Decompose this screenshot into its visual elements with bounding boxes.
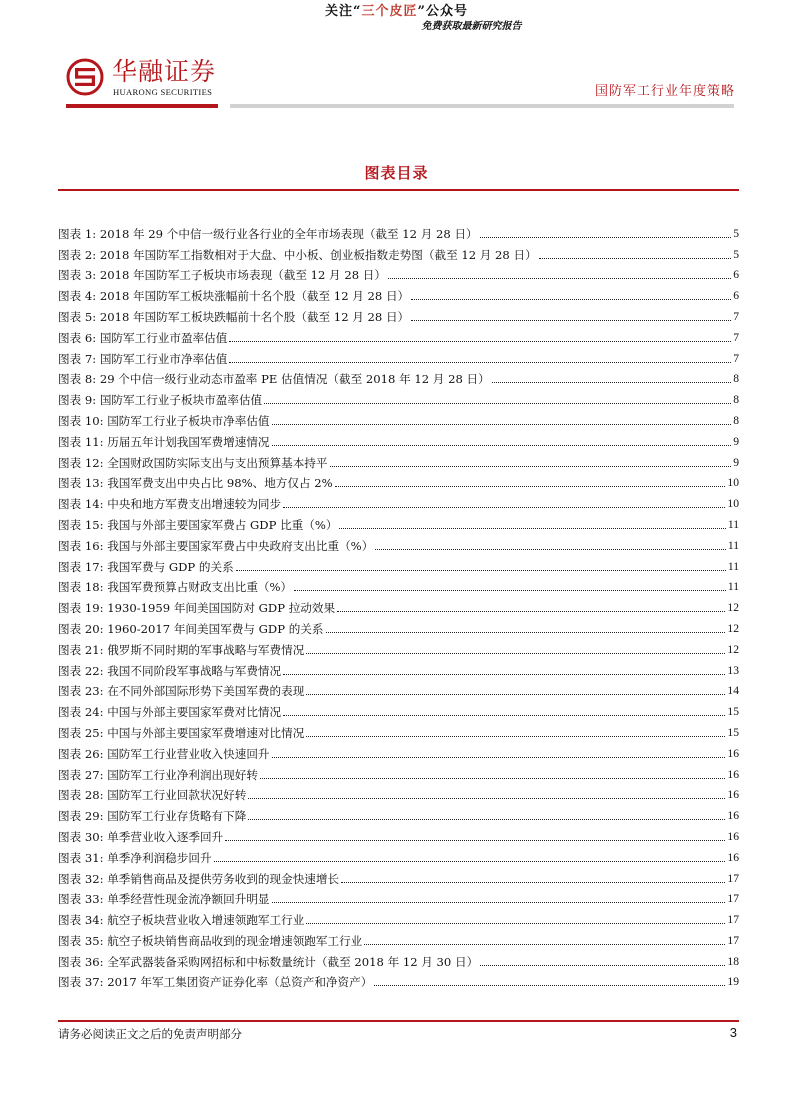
toc-entry[interactable]	[58, 969, 739, 990]
toc-entry-label: 图表 11: 历届五年计划我国军费增速情况	[58, 434, 270, 449]
toc-entry-page: 16	[727, 809, 739, 823]
toc-leader-dots	[480, 965, 725, 966]
toc-entry[interactable]	[58, 927, 739, 948]
toc-entry-page: 16	[727, 788, 739, 802]
toc-entry[interactable]	[58, 574, 739, 595]
toc-leader-dots	[260, 778, 725, 779]
toc-entry[interactable]	[58, 262, 739, 283]
toc-leader-dots	[248, 819, 725, 820]
toc-entry-page: 6	[733, 268, 739, 282]
toc-entry-page: 15	[727, 725, 739, 739]
header-divider-gray	[230, 104, 734, 108]
toc-entry[interactable]	[58, 428, 739, 449]
toc-title-divider	[58, 189, 739, 191]
toc-entry[interactable]	[58, 906, 739, 927]
toc-entry[interactable]	[58, 678, 739, 699]
toc-entry-label: 图表 13: 我国军费支出中央占比 98%、地方仅占 2%	[58, 476, 333, 491]
toc-entry[interactable]	[58, 366, 739, 387]
toc-entry-page: 17	[727, 871, 739, 885]
toc-entry-page: 12	[727, 601, 739, 615]
toc-entry[interactable]	[58, 532, 739, 553]
toc-entry-page: 13	[727, 663, 739, 677]
toc-leader-dots	[335, 486, 726, 487]
toc-leader-dots	[374, 985, 725, 986]
toc-entry[interactable]	[58, 594, 739, 615]
toc-leader-dots	[306, 653, 725, 654]
toc-entry[interactable]	[58, 657, 739, 678]
toc-leader-dots	[364, 944, 725, 945]
toc-leader-dots	[306, 736, 725, 737]
toc-entry[interactable]	[58, 345, 739, 366]
toc-entry-label: 图表 27: 国防军工行业净利润出现好转	[58, 767, 258, 782]
toc-entry[interactable]	[58, 386, 739, 407]
toc-leader-dots	[264, 403, 731, 404]
toc-entry-page: 7	[733, 351, 739, 365]
toc-entry-page: 10	[727, 497, 739, 511]
toc-entry-label: 图表 31: 单季净利润稳步回升	[58, 850, 212, 865]
report-title: 国防军工行业年度策略	[594, 84, 735, 99]
huarong-logo-icon	[66, 58, 104, 96]
toc-entry-label: 图表 35: 航空子板块销售商品收到的现金增速领跑军工行业	[58, 933, 363, 948]
toc-entry-label: 图表 30: 单季营业收入逐季回升	[58, 829, 224, 844]
toc-entry[interactable]	[58, 886, 739, 907]
toc-entry[interactable]	[58, 719, 739, 740]
toc-leader-dots	[341, 882, 725, 883]
toc-entry[interactable]	[58, 761, 739, 782]
footer-divider	[58, 1020, 739, 1022]
logo-name-en: HUARONG SECURITIES	[113, 87, 213, 97]
toc-leader-dots	[272, 902, 726, 903]
toc-entry[interactable]	[58, 636, 739, 657]
toc-entry-page: 11	[727, 559, 739, 573]
toc-entry-page: 17	[727, 913, 739, 927]
banner-highlight: 三个皮匠	[361, 4, 418, 19]
toc-entry-label: 图表 20: 1960-2017 年间美国军费与 GDP 的关系	[58, 621, 324, 636]
toc-entry-label: 图表 15: 我国与外部主要国家军费占 GDP 比重（%）	[58, 517, 338, 532]
logo-name-cn: 华融证券	[112, 57, 217, 86]
toc-entry-page: 7	[733, 309, 739, 323]
toc-entry-label: 图表 4: 2018 年国防军工板块涨幅前十名个股（截至 12 月 28 日）	[58, 289, 410, 304]
toc-entry-label: 图表 2: 2018 年国防军工指数相对于大盘、中小板、创业板指数走势图（截至 12 月 28 日）	[58, 247, 537, 262]
toc-leader-dots	[306, 923, 725, 924]
toc-entry-page: 5	[733, 226, 739, 240]
toc-entry-page: 11	[727, 517, 739, 531]
toc-leader-dots	[492, 382, 732, 383]
toc-entry-page: 11	[727, 538, 739, 552]
toc-entry-page: 8	[733, 372, 739, 386]
toc-leader-dots	[225, 840, 725, 841]
toc-entry-label: 图表 34: 航空子板块营业收入增速领跑军工行业	[58, 913, 305, 928]
toc-entry[interactable]	[58, 698, 739, 719]
toc-leader-dots	[214, 861, 726, 862]
toc-entry-page: 15	[727, 705, 739, 719]
toc-entry[interactable]	[58, 802, 739, 823]
toc-leader-dots	[375, 549, 726, 550]
toc-entry[interactable]	[58, 303, 739, 324]
toc-entry-label: 图表 9: 国防军工行业子板块市盈率估值	[58, 393, 263, 408]
footer-disclaimer: 请务必阅读正文之后的免责声明部分	[58, 1027, 242, 1041]
toc-entry-label: 图表 36: 全军武器装备采购网招标和中标数量统计（截至 2018 年 12 月 30 日）	[58, 954, 479, 969]
toc-entry-page: 14	[727, 684, 739, 698]
page-number: 3	[729, 1025, 737, 1040]
toc-entry[interactable]	[58, 241, 739, 262]
toc-leader-dots	[337, 611, 725, 612]
toc-entry-label: 图表 5: 2018 年国防军工板块跌幅前十名个股（截至 12 月 28 日）	[58, 309, 410, 324]
toc-entry[interactable]	[58, 823, 739, 844]
toc-entry[interactable]	[58, 511, 739, 532]
toc-leader-dots	[539, 258, 732, 259]
toc-entry-label: 图表 10: 国防军工行业子板块市净率估值	[58, 413, 270, 428]
toc-entry-label: 图表 17: 我国军费与 GDP 的关系	[58, 559, 234, 574]
toc-entry-label: 图表 29: 国防军工行业存货略有下降	[58, 809, 247, 824]
toc-leader-dots	[283, 715, 725, 716]
toc-entry-label: 图表 16: 我国与外部主要国家军费占中央政府支出比重（%）	[58, 538, 374, 553]
toc-leader-dots	[411, 299, 731, 300]
toc-entry-label: 图表 18: 我国军费预算占财政支出比重（%）	[58, 580, 293, 595]
toc-entry-label: 图表 32: 单季销售商品及提供劳务收到的现金快速增长	[58, 871, 340, 886]
toc-entry-label: 图表 25: 中国与外部主要国家军费增速对比情况	[58, 725, 305, 740]
toc-entry[interactable]	[58, 490, 739, 511]
toc-leader-dots	[283, 507, 725, 508]
toc-entry-label: 图表 19: 1930-1959 年间美国国防对 GDP 拉动效果	[58, 601, 336, 616]
toc-entry-label: 图表 1: 2018 年 29 个中信一级行业各行业的全年市场表现（截至 12 月 28 日）	[58, 226, 478, 241]
toc-leader-dots	[272, 757, 726, 758]
toc-entry-label: 图表 8: 29 个中信一级行业动态市盈率 PE 估值情况（截至 2018 年 12 月 28 日）	[58, 372, 490, 387]
toc-leader-dots	[330, 466, 732, 467]
toc-leader-dots	[283, 674, 725, 675]
toc-entry-label: 图表 33: 单季经营性现金流净额回升明显	[58, 892, 270, 907]
toc-entry-label: 图表 26: 国防军工行业营业收入快速回升	[58, 746, 270, 761]
toc-entry-page: 16	[727, 746, 739, 760]
toc-entry-label: 图表 23: 在不同外部国际形势下美国军费的表现	[58, 684, 305, 699]
toc-entry-page: 18	[727, 954, 739, 968]
toc-leader-dots	[248, 798, 725, 799]
toc-entry-label: 图表 7: 国防军工行业市净率估值	[58, 351, 228, 366]
toc-entry[interactable]	[58, 553, 739, 574]
toc-entry-page: 8	[733, 393, 739, 407]
toc-leader-dots	[388, 278, 731, 279]
toc-entry-page: 9	[733, 455, 739, 469]
banner-headline: 关注“三个皮匠”公众号	[325, 4, 468, 19]
toc-leader-dots	[480, 237, 732, 238]
toc-leader-dots	[339, 528, 725, 529]
toc-entry-label: 图表 14: 中央和地方军费支出增速较为同步	[58, 497, 282, 512]
toc-entry[interactable]	[58, 782, 739, 803]
toc-entry-page: 6	[733, 289, 739, 303]
toc-entry[interactable]	[58, 324, 739, 345]
toc-entry-page: 16	[727, 767, 739, 781]
toc-leader-dots	[236, 570, 726, 571]
toc-entry-page: 5	[733, 247, 739, 261]
toc-entry-page: 17	[727, 892, 739, 906]
toc-entry-page: 12	[727, 642, 739, 656]
toc-entry[interactable]	[58, 449, 739, 470]
toc-entry-label: 图表 22: 我国不同阶段军事战略与军费情况	[58, 663, 282, 678]
toc-entry[interactable]	[58, 407, 739, 428]
toc-entry-label: 图表 37: 2017 年军工集团资产证券化率（总资产和净资产）	[58, 975, 373, 990]
toc-leader-dots	[272, 424, 732, 425]
toc-title: 图表目录	[364, 164, 429, 182]
toc-leader-dots	[326, 632, 726, 633]
toc-leader-dots	[411, 320, 731, 321]
banner-subtitle: 免费获取最新研究报告	[421, 21, 522, 32]
toc-entry[interactable]	[58, 220, 739, 241]
toc-leader-dots	[272, 445, 732, 446]
toc-entry-label: 图表 3: 2018 年国防军工子板块市场表现（截至 12 月 28 日）	[58, 268, 386, 283]
toc-entry-page: 16	[727, 829, 739, 843]
toc-entry-label: 图表 24: 中国与外部主要国家军费对比情况	[58, 705, 282, 720]
toc-leader-dots	[306, 694, 725, 695]
toc-entry-page: 8	[733, 413, 739, 427]
toc-entry-label: 图表 6: 国防军工行业市盈率估值	[58, 330, 228, 345]
toc-leader-dots	[229, 362, 731, 363]
toc-entry-page: 17	[727, 933, 739, 947]
toc-entry-page: 11	[727, 580, 739, 594]
toc-entry[interactable]	[58, 740, 739, 761]
toc-entry-label: 图表 21: 俄罗斯不同时期的军事战略与军费情况	[58, 642, 305, 657]
toc-entry-page: 7	[733, 330, 739, 344]
toc-leader-dots	[229, 341, 731, 342]
toc-entry-label: 图表 12: 全国财政国防实际支出与支出预算基本持平	[58, 455, 328, 470]
toc-entry-label: 图表 28: 国防军工行业回款状况好转	[58, 788, 247, 803]
toc-entry-page: 9	[733, 434, 739, 448]
header-divider-red	[66, 104, 218, 108]
toc-entry[interactable]	[58, 470, 739, 491]
toc-entry[interactable]	[58, 282, 739, 303]
toc-leader-dots	[294, 590, 726, 591]
toc-list	[58, 220, 739, 989]
toc-entry-page: 16	[727, 850, 739, 864]
toc-entry-page: 10	[727, 476, 739, 490]
top-banner	[0, 4, 793, 34]
toc-entry[interactable]	[58, 865, 739, 886]
toc-entry-page: 19	[727, 975, 739, 989]
toc-entry[interactable]	[58, 844, 739, 865]
toc-entry[interactable]	[58, 615, 739, 636]
toc-entry-page: 12	[727, 621, 739, 635]
toc-entry[interactable]	[58, 948, 739, 969]
